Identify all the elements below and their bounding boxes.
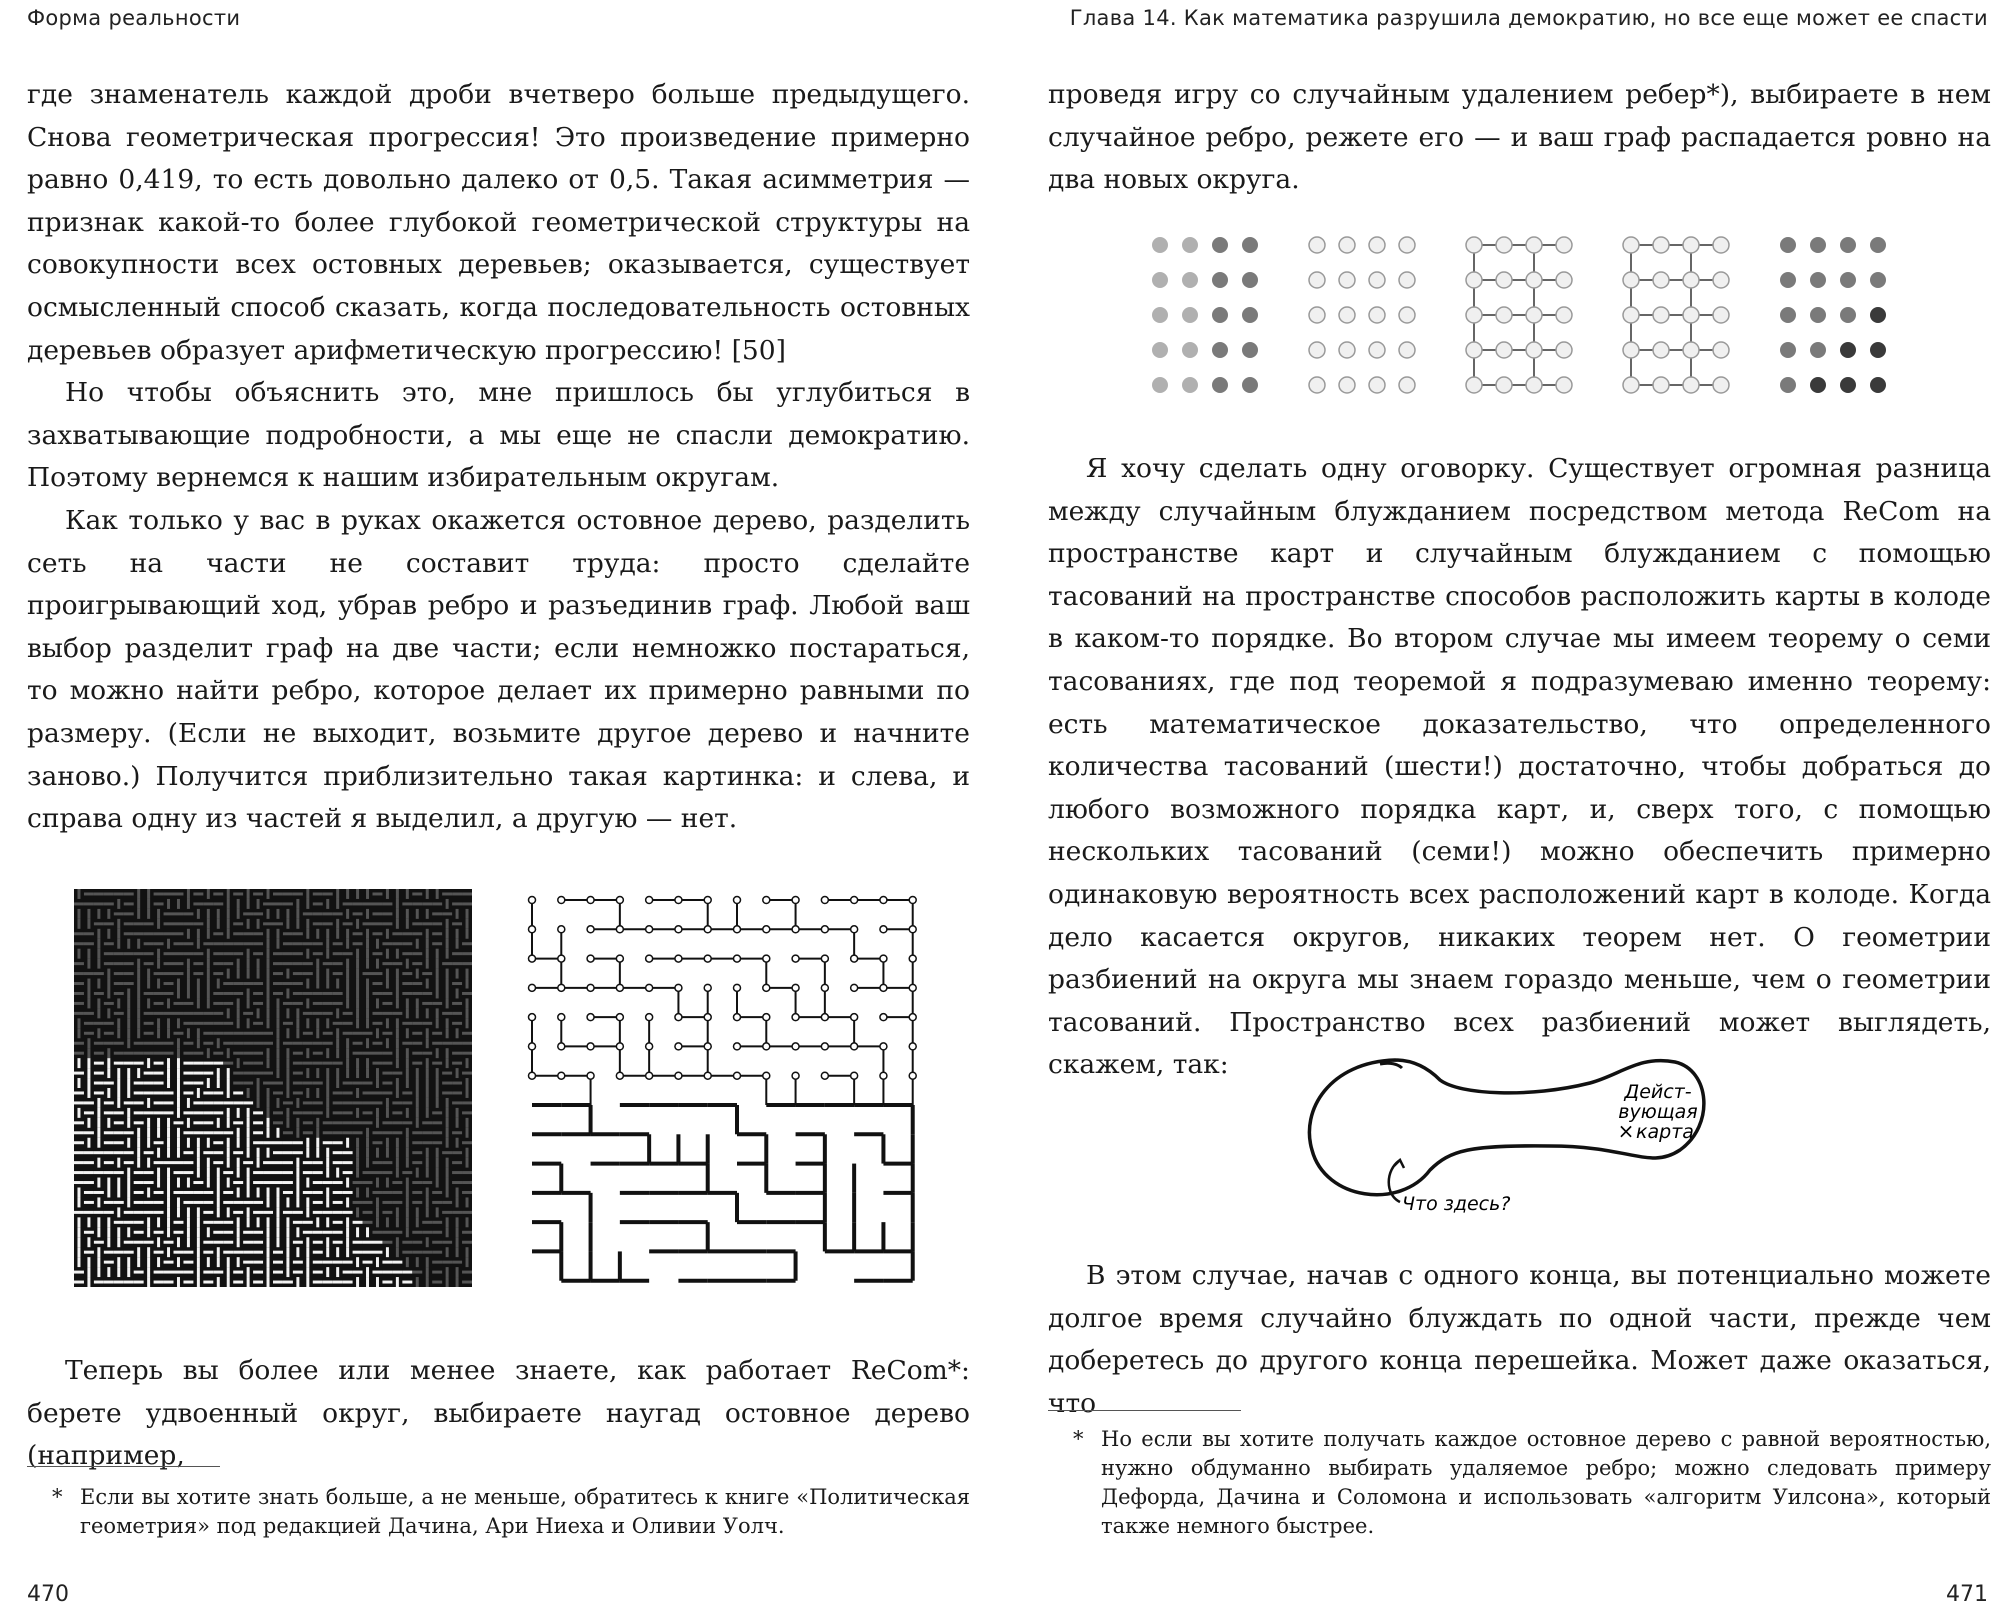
- question-label: Что здесь?: [1402, 1193, 1511, 1215]
- left-body-text: [27, 74, 970, 841]
- footnote-right: [1073, 1425, 1991, 1541]
- footnote-rule: [27, 1466, 220, 1467]
- paragraph: Но чтобы объяснить это, мне пришлось бы углубиться в захватывающие подробности, а мы еще не спасли демократию. Поэтому вернемся к нашим избирательным округам.: [27, 377, 970, 494]
- partition-space-diagram: [1290, 1050, 1720, 1230]
- paragraph: Я хочу сделать одну оговорку. Существует огромная разница между случайным блужданием посредством метода ReCom на пространстве карт и случайным блужданием с помощью тасований на пространстве способов расположить карты в колоде в каком-то порядке. Во втором случае мы имеем теорему о семи тасованиях, где под теоремой я подразумеваю именно теорему: есть математическое доказательство, что определенного количества тасований (шести!) достаточно, чтобы добраться до любого возможного порядка карт, и, сверх того, с помощью нескольких тасований (семи!) можно обеспечить примерно одинаковую вероятность всех расположений карт в колоде. Когда дело касается округов, никаких теорем нет. О геометрии разбиений на округа мы знаем гораздо меньше, чем о геометрии тасований. Пространство всех разбиений может выглядеть, скажем, так:: [1048, 453, 1991, 1081]
- page-number-right: 471: [1946, 1582, 1988, 1607]
- paragraph: Как только у вас в руках окажется остовное дерево, разделить сеть на части не составит труда: просто сделайте проигрывающий ход, убрав ребро и разъединив граф. Любой ваш выбор разделит граф на две части; если немножко постараться, то можно найти ребро, которое делает их примерно равными по размеру. (Если не выходит, возьмите другое дерево и начните заново.) Получится приблизительно такая картинка: и слева, и справа одну из частей я выделил, а другую — нет.: [27, 504, 970, 835]
- right-body-text: [1048, 448, 1991, 1087]
- recom-step-figure: [1150, 230, 1910, 400]
- current-map-label-2: вующая: [1618, 1101, 1698, 1123]
- paragraph: Теперь вы более или менее знаете, как работает ReCom*: берете удвоенный округ, выбираете наугад остовное дерево (например,: [27, 1355, 970, 1472]
- running-head-right: Глава 14. Как математика разрушила демократию, но все еще может ее спасти: [1069, 6, 1988, 30]
- right-page: [1000, 0, 2000, 1616]
- spanning-tree-figure: [522, 890, 942, 1300]
- running-head-left: Форма реальности: [27, 6, 241, 30]
- x-mark: ×: [1617, 1119, 1635, 1143]
- current-map-label-1: Дейст-: [1624, 1081, 1692, 1103]
- paragraph: где знаменатель каждой дроби вчетверо больше предыдущего. Снова геометрическая прогрессия! Это произведение примерно равно 0,419, то есть довольно далеко от 0,5. Такая асимметрия — признак какой-то более глубокой геометрической структуры на совокупности всех остовных деревьев; оказывается, существует осмысленный способ сказать, когда последовательность остовных деревьев образует арифметическую прогрессию! [50]: [27, 79, 970, 366]
- footnote-text: Если вы хотите знать больше, а не меньше, обратитесь к книге «Политическая геометрия» под редакцией Дачина, Ари Ниеха и Оливии Уолч.: [80, 1485, 970, 1538]
- footnote-mark: *: [52, 1485, 63, 1509]
- right-after-diagram-text: [1048, 1255, 1991, 1425]
- current-map-label-3: карта: [1636, 1121, 1694, 1143]
- footnote-mark: *: [1073, 1427, 1084, 1451]
- paragraph: проведя игру со случайным удалением ребер*), выбираете в нем случайное ребро, режете его — и ваш граф распадается ровно на два новых округа.: [1048, 79, 1991, 196]
- maze-figure: [74, 889, 472, 1287]
- right-intro-text: [1048, 74, 1991, 202]
- footnote-text: Но если вы хотите получать каждое остовное дерево с равной вероятностью, нужно обдуманно выбирать удаляемое ребро; можно следовать примеру Дефорда, Дачина и Соломона и использовать «алгоритм Уилсона», который также немного быстрее.: [1101, 1427, 1991, 1538]
- paragraph: В этом случае, начав с одного конца, вы потенциально можете долгое время случайно блуждать по одной части, прежде чем доберетесь до другого конца перешейка. Может даже оказаться, что: [1048, 1260, 1991, 1419]
- left-after-figure-text: [27, 1350, 970, 1478]
- footnote-rule: [1048, 1410, 1241, 1411]
- footnote-left: [52, 1483, 970, 1541]
- page-number-left: 470: [27, 1582, 69, 1607]
